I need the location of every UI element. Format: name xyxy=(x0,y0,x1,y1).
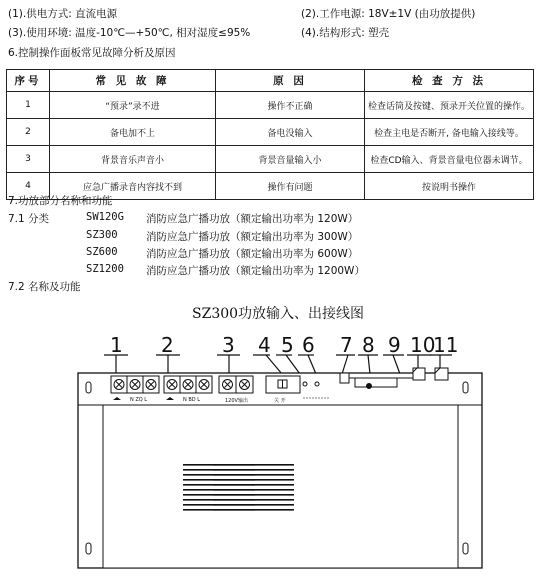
callout-6: 6 xyxy=(302,336,315,357)
spec-power-supply: (1).供电方式: 直流电源 xyxy=(8,8,118,20)
spec-working-power: (2).工作电源: 18V±1V (由功放提供) xyxy=(301,8,476,20)
indicator-6 xyxy=(315,382,319,386)
indicator-5 xyxy=(303,382,307,386)
wiring-diagram xyxy=(0,336,541,576)
callout-4: 4 xyxy=(258,336,271,357)
callout-3: 3 xyxy=(222,336,235,357)
cell-index: 4 xyxy=(7,173,50,200)
callout-10: 10 xyxy=(410,336,436,357)
section-7-1-label: 7.1 分类 xyxy=(8,213,50,225)
cell-method: 检查CD输入、背景音量电位器未调节。 xyxy=(365,146,534,173)
cell-fault: “预录”录不进 xyxy=(50,92,216,119)
terminal-3-label: 120V输出 xyxy=(225,398,248,404)
model-desc: 消防应急广播功放（额定输出功率为 1200W） xyxy=(146,265,365,277)
callout-11: 11 xyxy=(433,336,459,357)
spec-structure: (4).结构形式: 塑壳 xyxy=(301,27,390,39)
diagram-title: SZ300功放输入、出接线图 xyxy=(192,306,365,322)
cell-method: 检查话筒及按键、预录开关位置的操作。 xyxy=(365,92,534,119)
table-row xyxy=(7,92,534,119)
terminal-1-label: N ZQ L xyxy=(130,397,148,403)
cell-index: 2 xyxy=(7,119,50,146)
cell-fault: 备电加不上 xyxy=(50,119,216,146)
callout-2: 2 xyxy=(161,336,174,357)
col-header-index: 序号 xyxy=(7,70,50,92)
callout-7: 7 xyxy=(340,336,353,357)
fault-table xyxy=(6,69,534,200)
cell-cause: 背景音量输入小 xyxy=(216,146,365,173)
cell-cause: 操作不正确 xyxy=(216,92,365,119)
col-header-cause: 原 因 xyxy=(216,70,365,92)
callout-1: 1 xyxy=(110,336,123,357)
cell-method: 检查主电是否断开, 备电输入接线等。 xyxy=(365,119,534,146)
col-header-method: 检 查 方 法 xyxy=(365,70,534,92)
model-desc: 消防应急广播功放（额定输出功率为 300W） xyxy=(146,231,359,243)
cell-fault: 背景音乐声音小 xyxy=(50,146,216,173)
callout-8: 8 xyxy=(362,336,375,357)
model-name: SZ300 xyxy=(86,229,118,241)
callout-leaders xyxy=(104,355,452,374)
model-name: SZ1200 xyxy=(86,263,124,275)
model-desc: 消防应急广播功放（额定输出功率为 120W） xyxy=(146,213,359,225)
section-7-2-title: 7.2 名称及功能 xyxy=(8,281,81,293)
spec-environment: (3).使用环境: 温度-10℃—+50℃, 相对湿度≤95% xyxy=(8,27,251,39)
terminal-2-label: N BD L xyxy=(183,397,200,403)
cell-fault: 应急广播录音内容找不到 xyxy=(50,173,216,200)
model-desc: 消防应急广播功放（额定输出功率为 600W） xyxy=(146,248,359,260)
section-7-title: 7.功放部分名称和功能 xyxy=(8,195,113,207)
terminal-block-3 xyxy=(219,376,253,404)
section-6-title: 6.控制操作面板常见故障分析及原因 xyxy=(8,47,176,59)
table-row xyxy=(7,119,534,146)
model-name: SW120G xyxy=(86,211,124,223)
bottom-cover xyxy=(103,405,458,568)
cell-cause: 备电没输入 xyxy=(216,119,365,146)
cell-cause: 操作有问题 xyxy=(216,173,365,200)
table-header-row xyxy=(7,70,534,92)
callout-9: 9 xyxy=(388,336,401,357)
cell-method: 按说明书操作 xyxy=(365,173,534,200)
callout-5: 5 xyxy=(281,336,294,357)
model-name: SZ600 xyxy=(86,246,118,258)
table-row xyxy=(7,146,534,173)
switch-label: 关 开 xyxy=(274,398,286,404)
cell-index: 1 xyxy=(7,92,50,119)
cell-index: 3 xyxy=(7,146,50,173)
col-header-fault: 常 见 故 障 xyxy=(50,70,216,92)
